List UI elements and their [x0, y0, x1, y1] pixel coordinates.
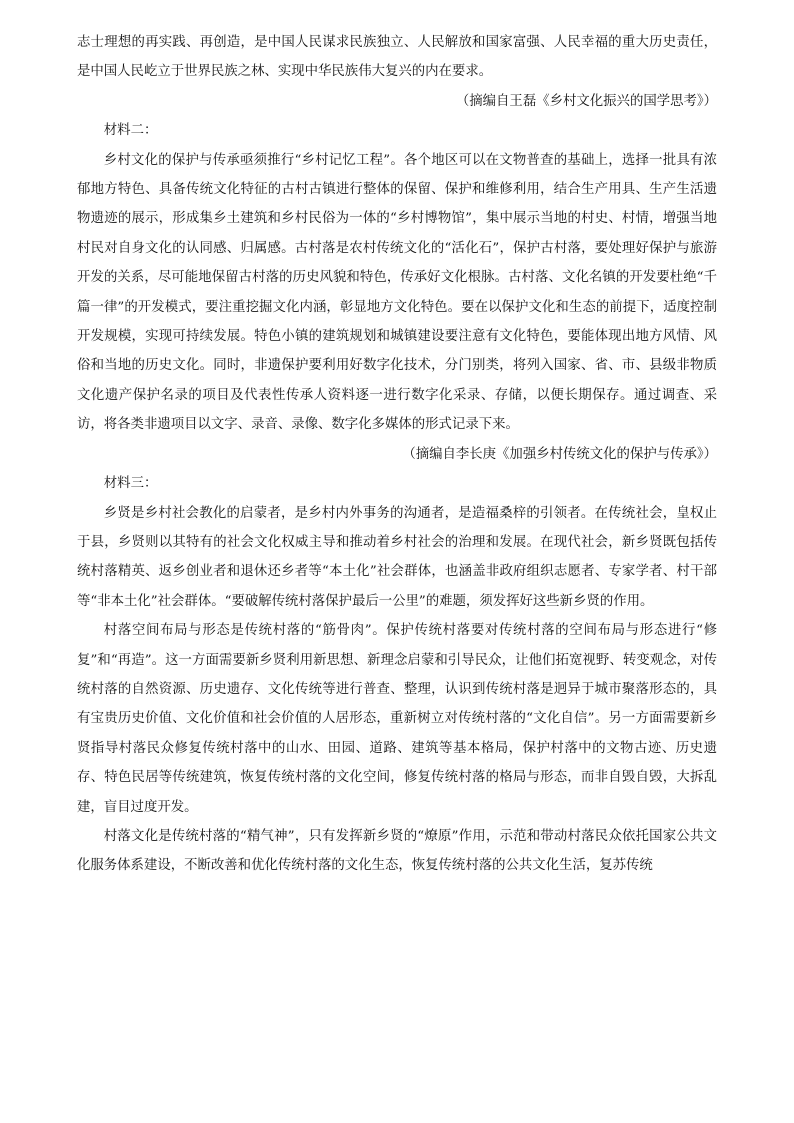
paragraph-material-3-3: 村落文化是传统村落的“精气神”，只有发挥新乡贤的“燎原”作用，示范和带动村落民众依托国家公共文化服务体系建设，不断改善和优化传统村落的文化生态，恢复传统村落的公共文化生活，复苏传统	[77, 828, 717, 874]
document-body	[77, 28, 717, 881]
source-citation-2: （摘编自李长庚《加强乡村传统文化的保护与传承》）	[402, 446, 717, 462]
paragraph-material-2: 乡村文化的保护与传承亟须推行“乡村记忆工程”。各个地区可以在文物普查的基础上，选择一批具有浓郁地方特色、具备传统文化特征的古村古镇进行整体的保留、保护和维修利用，结合生产用具、生产生活遗物遗迹的展示，形成集乡土建筑和乡村民俗为一体的“乡村博物馆”，集中展示当地的村史、村情，增强当地村民对自身文化的认同感、归属感。古村落是农村传统文化的“活化石”，保护古村落，要处理好保护与旅游开发的关系，尽可能地保留古村落的历史风貌和特色，传承好文化根脉。古村落、文化名镇的开发要杜绝“千篇一律”的开发模式，要注重挖掘文化内涵，彰显地方文化特色。要在以保护文化和生态的前提下，适度控制开发规模，实现可持续发展。特色小镇的建筑规划和城镇建设要注意有文化特色，要能体现出地方风情、风俗和当地的历史文化。同时，非遗保护要利用好数字化技术，分门别类，将列入国家、省、市、县级非物质文化遗产保护名录的项目及代表性传承人资料逐一进行数字化采录、存储，以便长期保存。通过调查、采访，将各类非遗项目以文字、录音、录像、数字化多媒体的形式记录下来。	[77, 152, 717, 433]
paragraph-continuation: 志士理想的再实践、再创造，是中国人民谋求民族独立、人民解放和国家富强、人民幸福的重大历史责任，是中国人民屹立于世界民族之林、实现中华民族伟大复兴的内在要求。	[77, 35, 717, 80]
source-citation-1: （摘编自王磊《乡村文化振兴的国学思考》）	[455, 93, 717, 109]
section-heading-material-2: 材料二：	[103, 123, 158, 139]
paragraph-material-3-2: 村落空间布局与形态是传统村落的“筋骨肉”。保护传统村落要对传统村落的空间布局与形态进行“修复”和“再造”。这一方面需要新乡贤利用新思想、新理念启蒙和引导民众，让他们拓宽视野、转变观念，对传统村落的自然资源、历史遗存、文化传统等进行普查、整理，认识到传统村落是迥异于城市聚落形态的，具有宝贵历史价值、文化价值和社会价值的人居形态，重新树立对传统村落的“文化自信”。另一方面需要新乡贤指导村落民众修复传统村落中的山水、田园、道路、建筑等基本格局，保护村落中的文物古迹、历史遗存、特色民居等传统建筑，恢复传统村落的文化空间，修复传统村落的格局与形态，而非自毁自毁，大拆乱建，盲目过度开发。	[77, 623, 717, 815]
paragraph-material-3-1: 乡贤是乡村社会教化的启蒙者，是乡村内外事务的沟通者，是造福桑梓的引领者。在传统社会，皇权止于县，乡贤则以其特有的社会文化权威主导和推动着乡村社会的治理和发展。在现代社会，新乡贤既包括传统村落精英、返乡创业者和退休还乡者等“本土化”社会群体，也涵盖非政府组织志愿者、专家学者、村干部等“非本土化”社会群体。“要破解传统村落保护最后一公里”的难题，须发挥好这些新乡贤的作用。	[77, 505, 717, 609]
section-heading-material-3: 材料三：	[103, 476, 158, 492]
